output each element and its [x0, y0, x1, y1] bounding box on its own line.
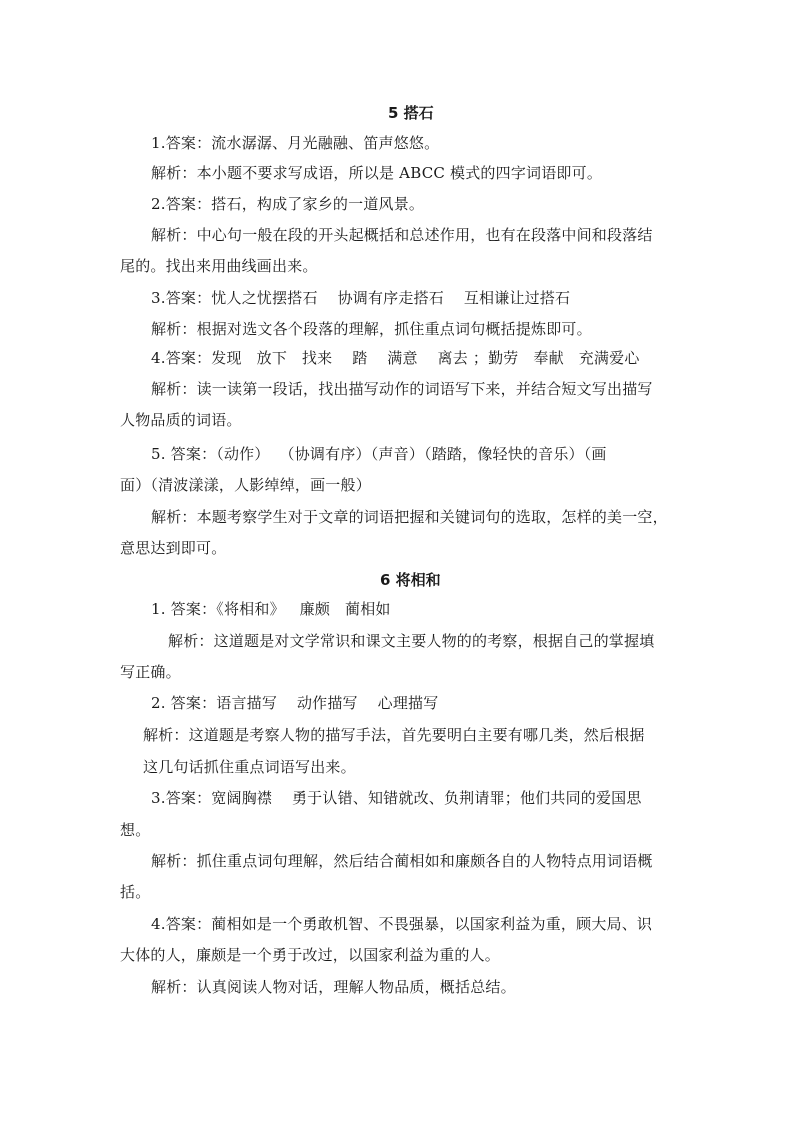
- answer-line: 1. 答案：《将相和》 廉颇 蔺相如: [151, 600, 391, 618]
- section-title: 6 将相和: [380, 571, 441, 589]
- answer-line: 3.答案：忧人之忧摆搭石 协调有序走搭石 互相谦让过搭石: [151, 289, 571, 307]
- analysis-line-cont: 人物品质的词语。: [120, 411, 242, 429]
- answer-line-cont: 想。: [120, 821, 151, 839]
- answer-line: 2. 答案：语言描写 动作描写 心理描写: [151, 694, 439, 712]
- answer-line-cont: 面）（清波漾漾，人影绰绰，画一般）: [120, 476, 371, 494]
- answer-line: 4.答案：蔺相如是一个勇敢机智、不畏强暴，以国家利益为重，顾大局、识: [151, 915, 653, 933]
- answer-line: 1.答案：流水潺潺、月光融融、笛声悠悠。: [151, 134, 440, 152]
- analysis-line: 解析：本小题不要求写成语，所以是 ABCC 模式的四字词语即可。: [151, 164, 603, 182]
- analysis-line: 解析：这道题是考察人物的描写手法，首先要明白主要有哪几类，然后根据: [143, 726, 645, 744]
- analysis-line: 解析：这道题是对文学常识和课文主要人物的的考察，根据自己的掌握填: [168, 632, 655, 650]
- analysis-line-cont: 这几句话抓住重点词语写出来。: [143, 758, 356, 776]
- analysis-line: 解析：中心句一般在段的开头起概括和总述作用，也有在段落中间和段落结: [151, 226, 653, 244]
- analysis-line: 解析：根据对选文各个段落的理解，抓住重点词句概括提炼即可。: [151, 320, 592, 338]
- analysis-line: 解析：抓住重点词句理解，然后结合蔺相如和廉颇各自的人物特点用词语概: [151, 852, 653, 870]
- analysis-line: 解析：本题考察学生对于文章的词语把握和关键词句的选取，怎样的美一空，: [151, 508, 668, 526]
- analysis-line-cont: 意思达到即可。: [120, 539, 227, 557]
- analysis-line: 解析：认真阅读人物对话，理解人物品质，概括总结。: [151, 978, 516, 996]
- answer-line: 4.答案：发现 放下 找来 踏 满意 离去 ；勤劳 奉献 充满爱心: [151, 349, 640, 367]
- analysis-line-cont: 括。: [120, 883, 151, 901]
- section-title: 5 搭石: [388, 104, 434, 122]
- answer-line-cont: 大体的人，廉颇是一个勇于改过，以国家利益为重的人。: [120, 946, 501, 964]
- answer-line: 5. 答案：（动作） （协调有序）（声音）（踏踏，像轻快的音乐）（画: [151, 445, 607, 463]
- analysis-line-cont: 尾的。找出来用曲线画出来。: [120, 257, 318, 275]
- answer-line: 3.答案：宽阔胸襟 勇于认错、知错就改、负荆请罪；他们共同的爱国思: [151, 789, 642, 807]
- answer-line: 2.答案：搭石，构成了家乡的一道风景。: [151, 195, 425, 213]
- analysis-line: 解析：读一读第一段话，找出描写动作的词语写下来，并结合短文写出描写: [151, 380, 653, 398]
- analysis-line-cont: 写正确。: [120, 663, 181, 681]
